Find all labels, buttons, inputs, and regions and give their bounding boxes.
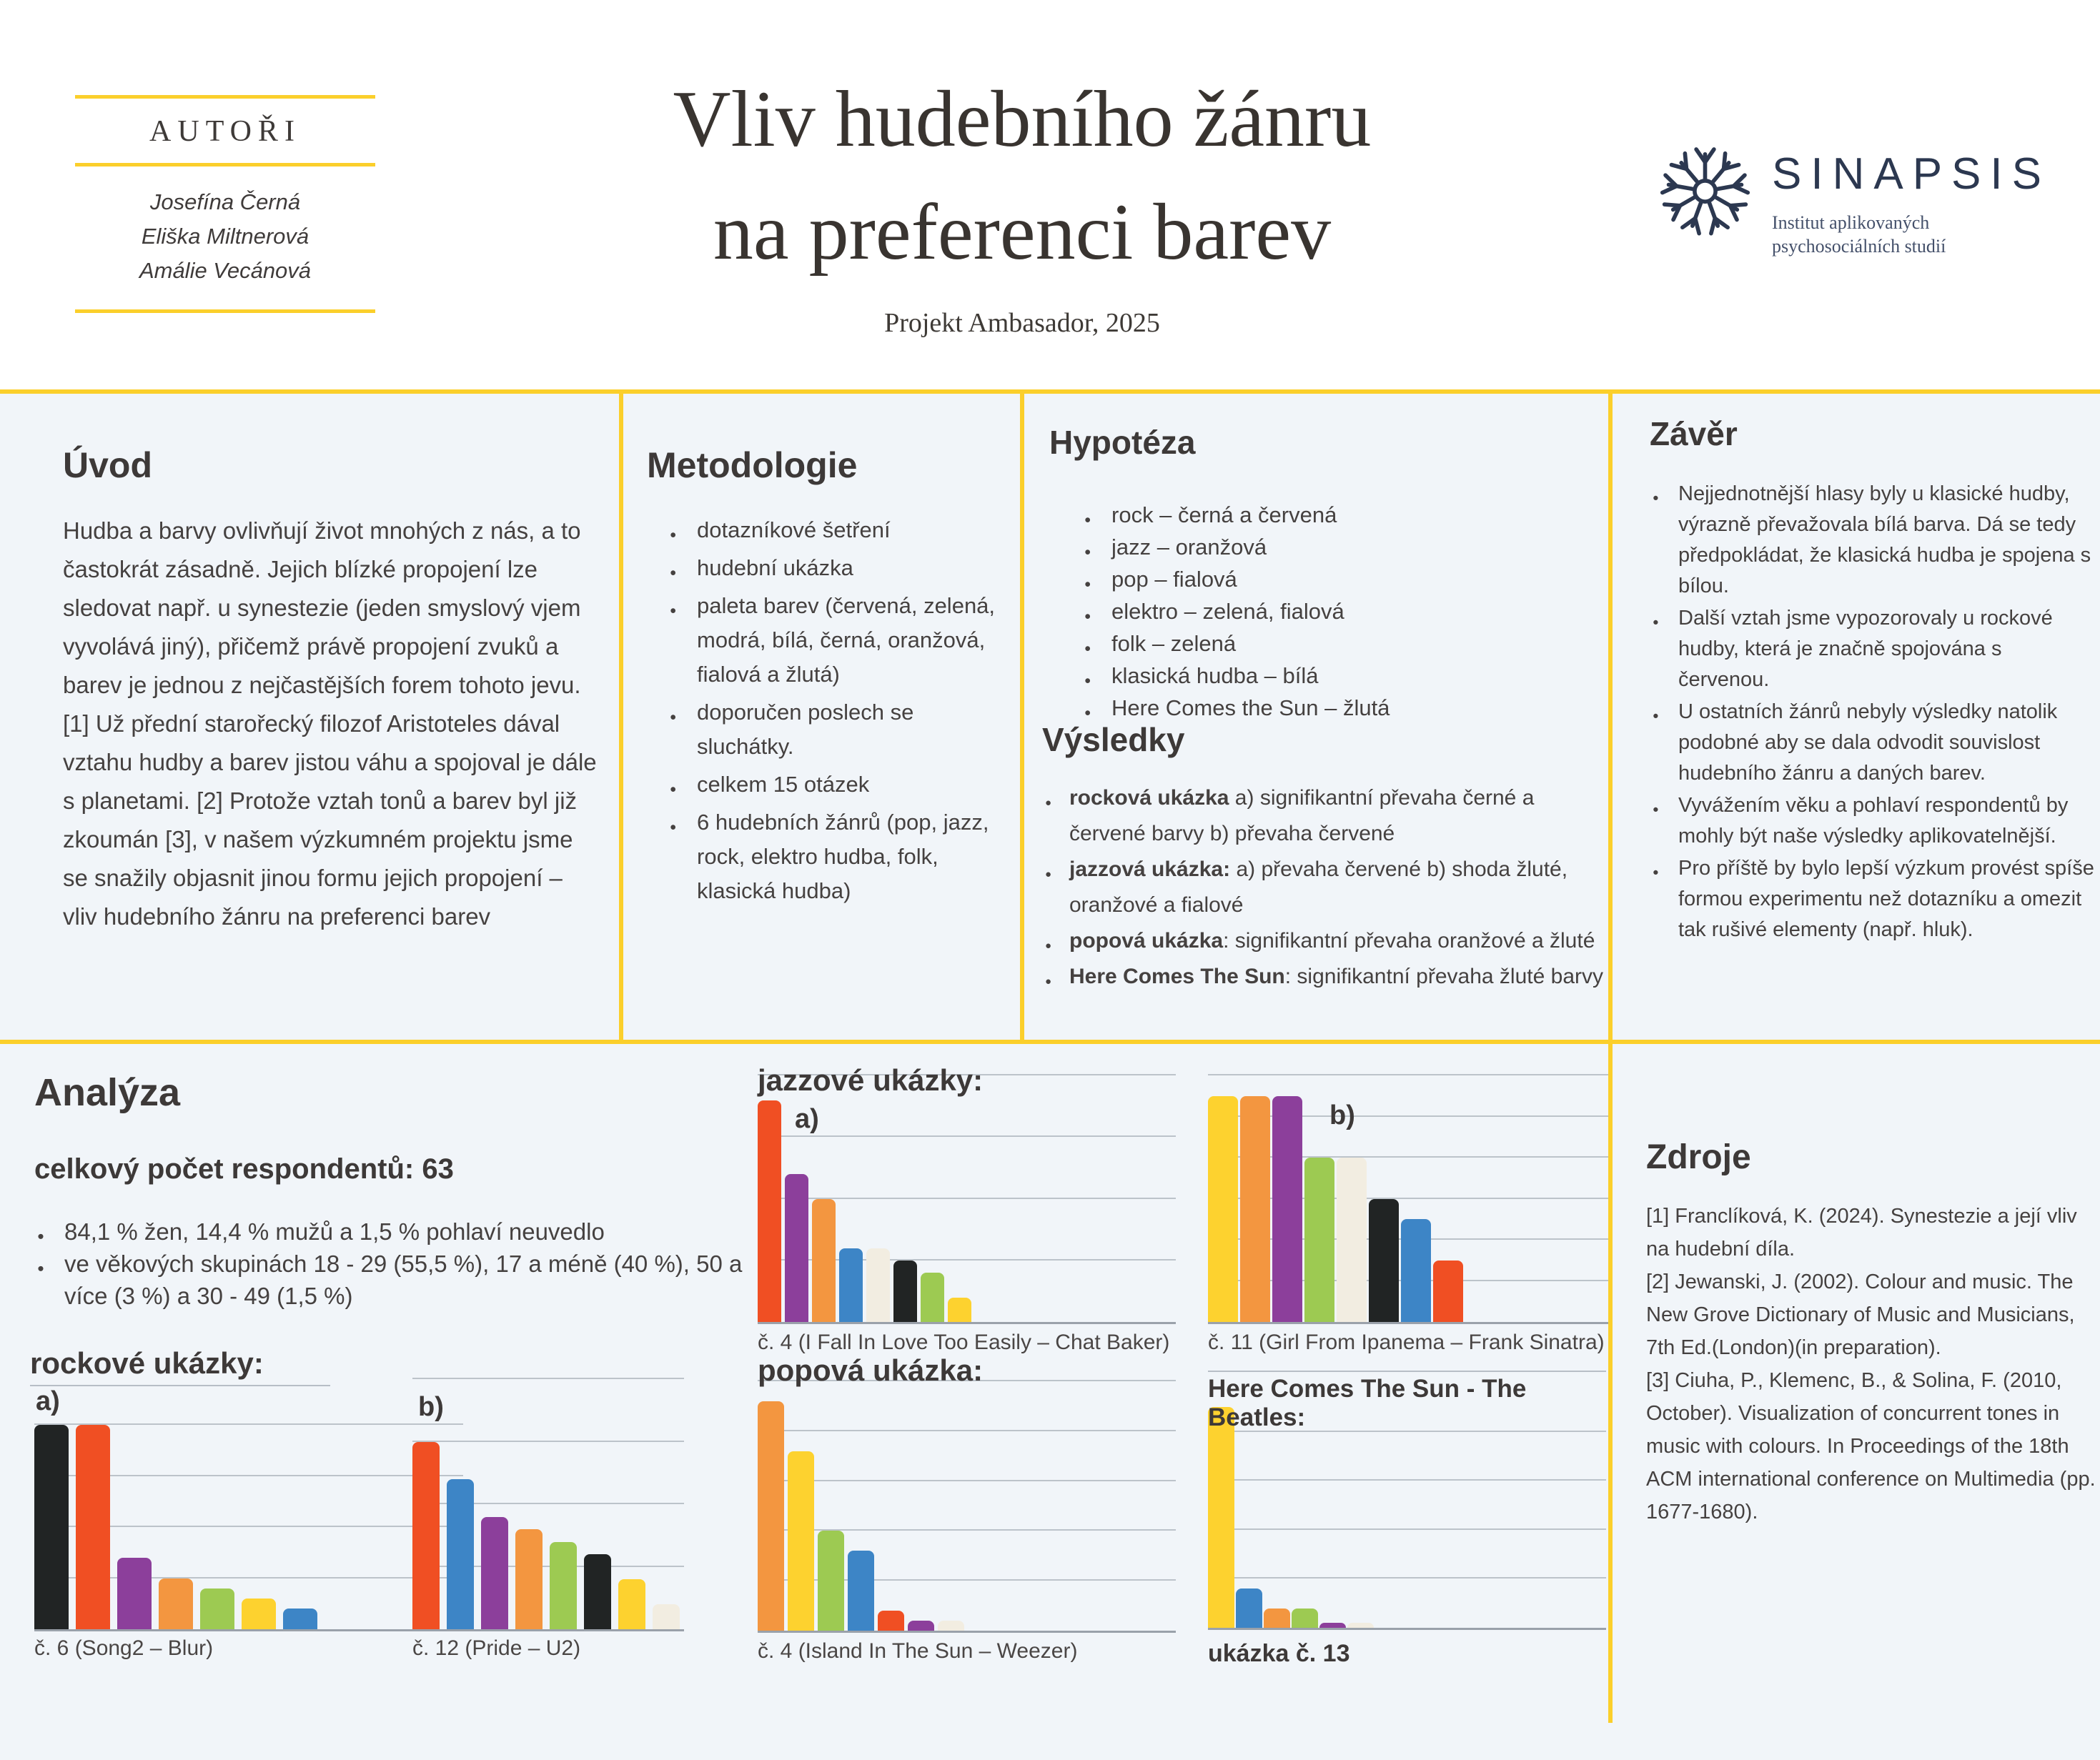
analyza-list [34,1215,756,1312]
rock-charts-heading: rockové ukázky: [30,1346,264,1380]
logo-tagline [1772,211,2051,258]
author-name: Eliška Miltnerová [141,224,309,249]
result-lead: Here Comes The Sun [1069,965,1285,988]
bar-červená [412,1442,440,1630]
result-rest: a) signifikantní převaha černé a červené barvy b) převaha červené [1069,786,1535,845]
bar-bílá [1347,1623,1374,1628]
bar-oranžová [812,1199,836,1323]
authors-rule-bottom [75,309,375,313]
divider-horizontal-top [0,389,2100,394]
bar-zelená [200,1589,234,1629]
hcts-chart-heading: Here Comes The Sun - The Beatles: [1208,1375,1527,1431]
bar-žlutá [1208,1096,1238,1322]
chart-sublabel: a) [36,1386,60,1416]
list-item: ● paleta barev (červená, zelená, modrá, bílá, černá, oranžová, fialová a žlutá) [667,589,1008,692]
chart-here-comes-the-sun [1208,1405,1606,1667]
divider-horizontal-middle [0,1040,2100,1044]
list-item: ● 6 hudebních žánrů (pop, jazz, rock, elektro hudba, folk, klasická hudba) [667,805,1008,908]
result-lead: popová ukázka [1069,929,1224,953]
authors-rule-top [75,95,375,99]
poster-subtitle: Projekt Ambasador, 2025 [884,308,1160,338]
pop-chart-heading: popová ukázka: [758,1353,984,1387]
bar-zelená [550,1542,577,1630]
list-item: ● jazz – oranžová [1081,531,1603,563]
chart-jazz-a [758,1075,1176,1354]
bars-group [34,1415,317,1629]
divider-vertical-1 [619,394,623,1040]
hypoteza-list [1081,499,1603,724]
section-heading: Závěr [1650,415,1738,452]
bar-modrá [839,1248,863,1323]
bar-červená [76,1425,110,1629]
rock-heading-underline [30,1385,330,1386]
chart-caption: č. 11 (Girl From Ipanema – Frank Sinatra) [1208,1331,1605,1354]
bars-group [758,1381,964,1631]
list-item [1042,852,1607,923]
logo-tagline-line2: psychosociálních studií [1772,236,1946,257]
list-item: ● celkem 15 otázek [667,767,1008,802]
reference-item: [2] Jewanski, J. (2002). Colour and music. The New Grove Dictionary of Music and Musicians, 7th Ed.(London)(in preparation). [1646,1271,2075,1359]
divider-vertical-2 [1020,394,1024,1040]
section-uvod [63,444,598,936]
author-name: Josefína Černá [149,189,301,214]
result-lead: rocková ukázka [1069,786,1229,810]
author-name: Amálie Vecánová [139,258,312,283]
title-line-1: Vliv hudebního žánru [673,75,1372,164]
bar-fialová [117,1558,152,1629]
list-item: ● folk – zelená [1081,627,1603,660]
title-line-2: na preferenci barev [713,188,1332,277]
bar-modrá [848,1551,874,1631]
bar-zelená [1292,1609,1318,1628]
bar-černá [893,1261,917,1322]
zaver-list [1650,479,2094,945]
list-item: ● Vyvážením věku a pohlaví respondentů by mohly být naše výsledky aplikovatelnější. [1650,790,2094,852]
section-heading: Metodologie [647,445,858,485]
bar-zelená [921,1273,944,1322]
list-item [1042,923,1607,959]
list-item: ● dotazníkové šetření [667,513,1008,547]
section-heading: Hypotéza [1049,424,1196,461]
logo-name: SINAPSIS [1772,149,2051,199]
vysledky-list [1042,780,1607,995]
chart-sublabel: b) [1329,1100,1355,1130]
section-heading: Úvod [63,445,152,485]
bar-zelená [818,1531,844,1631]
bar-černá [584,1554,611,1629]
bar-červená [878,1611,904,1631]
list-item: ● ve věkových skupinách 18 - 29 (55,5 %), 17 a méně (40 %), 50 a více (3 %) a 30 - 49 (1,5 %) [34,1248,756,1312]
bars-group [412,1379,680,1629]
list-item [1042,780,1607,852]
bar-oranžová [758,1401,784,1631]
bar-fialová [1272,1096,1302,1322]
section-heading: Analýza [34,1071,181,1114]
authors-rule-middle [75,163,375,166]
bar-bílá [653,1604,680,1629]
bar-modrá [1236,1589,1262,1628]
list-item: ● Here Comes the Sun – žlutá [1081,692,1603,724]
bars-group [758,1075,971,1322]
bar-fialová [481,1517,508,1630]
bar-bílá [1337,1158,1367,1322]
bar-žlutá [1208,1407,1234,1628]
page-title [457,63,1587,289]
bar-oranžová [159,1578,193,1629]
result-lead: jazzová ukázka: [1069,857,1231,881]
bars-group [1208,1405,1374,1628]
list-item [1042,959,1607,995]
bar-fialová [785,1174,808,1322]
bar-bílá [866,1248,890,1323]
chart-sublabel: a) [795,1104,819,1134]
bar-žlutá [618,1579,645,1629]
title-block [457,63,1587,339]
logo-text [1772,143,2051,258]
chart-jazz-b [1208,1075,1608,1354]
sinapsis-logo [1657,143,2051,258]
bar-oranžová [1264,1609,1290,1628]
chart-caption: č. 6 (Song2 – Blur) [34,1636,214,1660]
section-analyza [34,1070,756,1312]
uvod-text: Hudba a barvy ovlivňují život mnohých z nás, a to častokrát zásadně. Jejich blízké propojení lze sledovat např. u synestezie (jeden smyslový vjem vyvolává jiný), přičemž právě propojení zvuků a barev je jednou z nejčastějších forem tohoto jevu.[1] Už přední starořecký filozof Aristoteles dával vztahu hudby a barev jistou váhu a spojoval je dále s planetami. [2] Protože vztah tonů a barev byl již zkoumán [3], v našem výzkumném projektu jsme se snažily objasnit jinou formu jejich propojení – vliv hudebního žánru na preferenci barev [63,517,597,930]
list-item: ● Další vztah jsme vypozorovaly u rockové hudby, která je značně spojována s červenou. [1650,603,2094,695]
list-item: ● U ostatních žánrů nebyly výsledky natolik podobné aby se dala odvodit souvislost hudebního žánru a daných barev. [1650,697,2094,789]
bar-modrá [283,1609,317,1629]
bar-modrá [447,1479,474,1629]
section-metodologie [647,444,1008,912]
bar-žlutá [242,1599,276,1629]
metodologie-list [667,513,1008,908]
result-rest: a) převaha červené b) shoda žluté, oranžové a fialové [1069,857,1568,917]
section-heading: Výsledky [1042,721,1185,758]
sinapsis-snowflake-icon [1657,143,1753,239]
respondents-total: celkový počet respondentů: 63 [34,1153,454,1185]
bar-červená [758,1100,781,1323]
chart-pop [758,1381,1176,1663]
bar-oranžová [1240,1096,1270,1322]
section-zaver [1650,414,2094,947]
section-hypoteza [1049,423,1603,724]
chart-sublabel: b) [418,1392,444,1422]
authors-names [75,185,375,288]
chart-rock-b [412,1379,684,1660]
authors-box [75,95,375,313]
list-item: ● Nejjednotnější hlasy byly u klasické hudby, výrazně převažovala bílá barva. Dá se tedy předpokládat, že klasická hudba je spojena s bílou. [1650,479,2094,602]
list-item: ● klasická hudba – bílá [1081,660,1603,692]
result-rest: : signifikantní převaha oranžové a žluté [1223,929,1595,953]
hcts-heading-topline [1208,1371,1606,1372]
bar-modrá [1401,1219,1431,1322]
section-vysledky [1042,720,1607,995]
result-rest: : signifikantní převaha žluté barvy [1284,965,1603,988]
bar-fialová [1319,1623,1346,1628]
chart-caption: ukázka č. 13 [1208,1640,1350,1667]
divider-vertical-3 [1608,394,1613,1723]
section-heading: Zdroje [1646,1138,1751,1176]
bar-bílá [938,1621,964,1631]
bar-červená [1433,1261,1463,1322]
list-item: ● pop – fialová [1081,563,1603,595]
bar-černá [34,1425,69,1629]
bar-fialová [908,1621,934,1631]
chart-caption: č. 4 (I Fall In Love Too Easily – Chat Baker) [758,1331,1170,1354]
list-item: ● elektro – zelená, fialová [1081,595,1603,627]
list-item: ● rock – černá a červená [1081,499,1603,531]
jazz-charts-heading: jazzové ukázky: [758,1063,984,1097]
chart-rock-a [34,1386,463,1660]
authors-label: AUTOŘI [149,115,301,148]
reference-item: [3] Ciuha, P., Klemenc, B., & Solina, F. (2010, October). Visualization of concurrent tones in music with colours. In Proceedings of the 18th ACM international conference on Multimedia (pp. 1677-1680). [1646,1369,2096,1523]
references [1646,1200,2100,1528]
bar-oranžová [515,1529,543,1629]
list-item: ● Pro příště by bylo lepší výzkum provést spíše formou experimentu než dotazníku a omezit tak rušivé elementy (např. hluk). [1650,853,2094,945]
bar-žlutá [788,1451,814,1631]
list-item: ● 84,1 % žen, 14,4 % mužů a 1,5 % pohlaví neuvedlo [34,1215,756,1248]
section-zdroje [1646,1138,2100,1528]
list-item: ● doporučen poslech se sluchátky. [667,695,1008,764]
list-item: ● hudební ukázka [667,551,1008,585]
reference-item: [1] Franclíková, K. (2024). Synestezie a její vliv na hudební díla. [1646,1205,2077,1261]
bar-žlutá [948,1298,971,1323]
chart-caption: č. 4 (Island In The Sun – Weezer) [758,1639,1078,1663]
bar-zelená [1304,1158,1334,1322]
logo-tagline-line1: Institut aplikovaných [1772,212,1930,233]
bar-černá [1369,1199,1399,1323]
chart-caption: č. 12 (Pride – U2) [412,1636,581,1660]
